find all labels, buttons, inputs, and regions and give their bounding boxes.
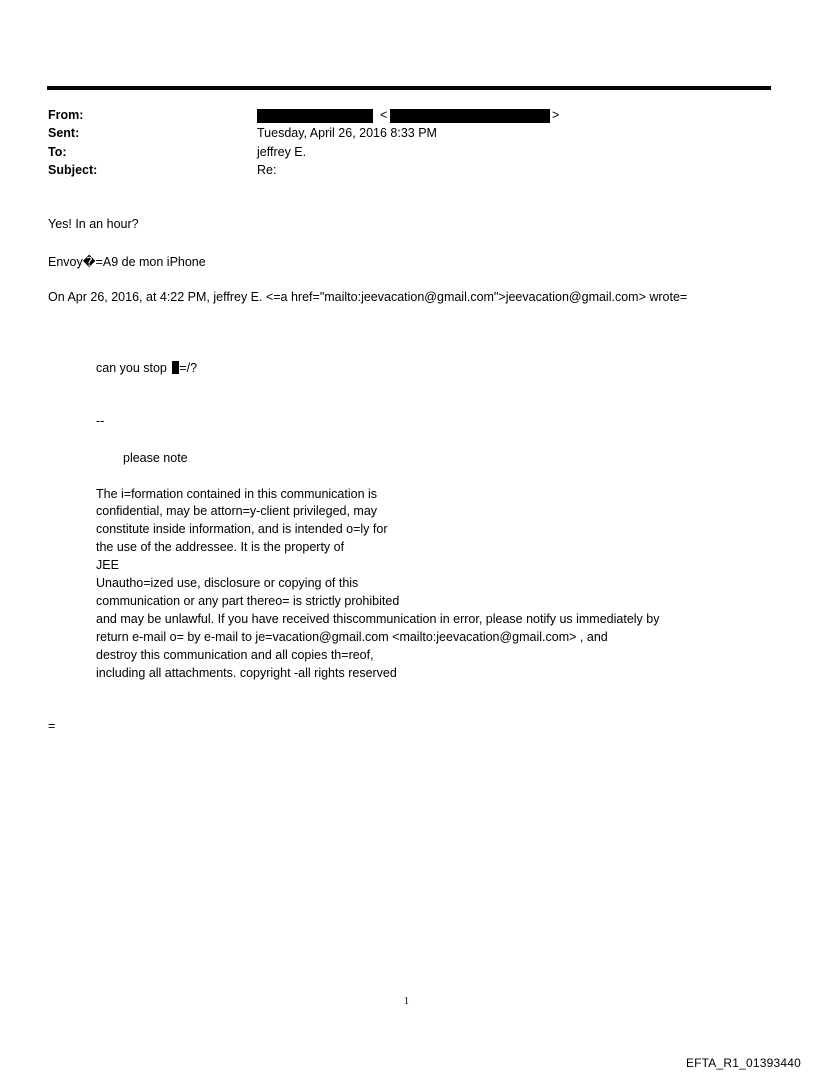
- disclaimer-line: return e-mail o= by e-mail to je=vacation@gmail.com <mailto:jeevacation@gmail.com> , and: [96, 630, 608, 644]
- from-label: From:: [48, 108, 84, 122]
- disclaimer-line: JEE: [96, 558, 119, 572]
- from-name-redaction: [257, 109, 373, 123]
- header-rule: [47, 86, 771, 90]
- please-note: please note: [123, 451, 188, 465]
- disclaimer-line: confidential, may be attorn=y-client privileged, may: [96, 504, 378, 518]
- disclaimer-line: constitute inside information, and is intended o=ly for: [96, 522, 388, 536]
- to-value: jeffrey E.: [257, 145, 307, 159]
- from-email-redaction: [390, 109, 550, 123]
- subject-value: Re:: [257, 163, 277, 177]
- disclaimer-line: Unautho=ized use, disclosure or copying of this: [96, 576, 359, 590]
- quoted-question-text: can you stop: [96, 361, 171, 375]
- sent-label: Sent:: [48, 126, 80, 140]
- disclaimer-line: the use of the addressee. It is the property of: [96, 540, 345, 554]
- reply-line: Yes! In an hour?: [48, 217, 139, 231]
- disclaimer-line: communication or any part thereo= is strictly prohibited: [96, 594, 400, 608]
- quoted-question-tail: =/?: [179, 361, 198, 375]
- signature-line: Envoy�=A9 de mon iPhone: [48, 255, 206, 269]
- disclaimer-line: including all attachments. copyright -all rights reserved: [96, 666, 397, 680]
- disclaimer-line: destroy this communication and all copies th=reof,: [96, 648, 374, 662]
- quoted-question: [96, 361, 197, 375]
- quote-intro: On Apr 26, 2016, at 4:22 PM, jeffrey E. <=a href="mailto:jeevacation@gmail.com">jeevacation@gmail.com> wrote=: [48, 290, 688, 304]
- page-number: 1: [404, 996, 409, 1007]
- disclaimer-line: The i=formation contained in this communication is: [96, 487, 378, 501]
- disclaimer-line: and may be unlawful. If you have received thiscommunication in error, please notify us immediately by: [96, 612, 660, 626]
- to-label: To:: [48, 145, 67, 159]
- separator-line: --: [96, 414, 105, 428]
- from-open-bracket: <: [380, 108, 388, 122]
- bates-number: EFTA_R1_01393440: [685, 1056, 801, 1070]
- sent-value: Tuesday, April 26, 2016 8:33 PM: [257, 126, 437, 140]
- from-close-bracket: >: [552, 108, 560, 122]
- subject-label: Subject:: [48, 163, 98, 177]
- trailing-equals: =: [48, 719, 56, 733]
